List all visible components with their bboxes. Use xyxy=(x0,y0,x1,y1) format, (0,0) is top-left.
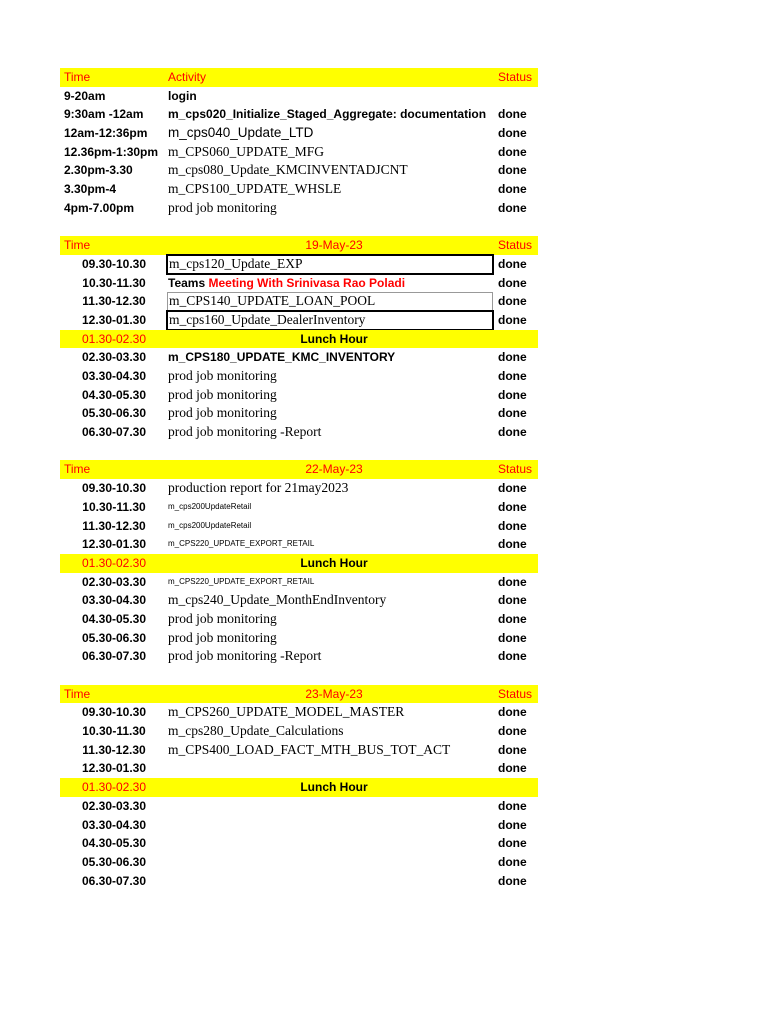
activity-prefix: Teams xyxy=(168,275,209,290)
status-cell: done xyxy=(498,350,527,365)
table-row xyxy=(60,722,538,741)
header-row xyxy=(60,236,538,255)
time-cell: 10.30-11.30 xyxy=(82,499,146,514)
table-row xyxy=(60,274,538,293)
status-cell: done xyxy=(498,312,527,327)
status-cell: done xyxy=(498,705,527,720)
timesheet xyxy=(60,68,538,890)
table-row xyxy=(60,816,538,835)
activity-cell: m_cps200UpdateRetail xyxy=(168,520,252,530)
table-row xyxy=(60,610,538,629)
activity-cell: m_CPS100_UPDATE_WHSLE xyxy=(168,181,342,197)
table-row xyxy=(60,124,538,143)
table-row xyxy=(60,834,538,853)
status-cell: done xyxy=(498,817,527,832)
status-cell: done xyxy=(498,126,527,141)
time-cell: 4pm-7.00pm xyxy=(64,200,135,215)
status-cell: done xyxy=(498,574,527,589)
status-cell: done xyxy=(498,537,527,552)
time-cell: 04.30-05.30 xyxy=(81,387,147,402)
time-cell: 01.30-02.30 xyxy=(81,780,147,795)
status-cell: done xyxy=(498,275,527,290)
activity-header: Activity xyxy=(168,70,207,84)
activity-cell: m_CPS140_UPDATE_LOAN_POOL xyxy=(167,292,493,311)
time-cell: 05.30-06.30 xyxy=(81,406,147,421)
table-row xyxy=(60,629,538,648)
header-row xyxy=(60,68,538,87)
lunch-label: Lunch Hour xyxy=(300,780,368,795)
date-header: 19-May-23 xyxy=(305,238,363,253)
activity-cell xyxy=(168,834,500,853)
time-header: Time xyxy=(64,238,91,253)
time-cell: 9-20am xyxy=(64,88,106,103)
table-row xyxy=(60,498,538,517)
time-cell: 12.36pm-1:30pm xyxy=(64,144,159,159)
time-cell: 06.30-07.30 xyxy=(81,649,147,664)
status-cell: done xyxy=(498,611,527,626)
time-cell: 12.30-01.30 xyxy=(81,761,147,776)
activity-cell: m_cps020_Initialize_Staged_Aggregate: documentation xyxy=(168,107,487,122)
status-cell: done xyxy=(498,630,527,645)
lunch-label: Lunch Hour xyxy=(300,331,368,346)
date-header: 22-May-23 xyxy=(305,462,363,477)
time-cell: 06.30-07.30 xyxy=(81,873,147,888)
status-cell: done xyxy=(498,742,527,757)
time-cell: 02.30-03.30 xyxy=(81,574,147,589)
lunch-row xyxy=(60,778,538,797)
activity-cell: prod job monitoring xyxy=(168,405,277,421)
status-cell: done xyxy=(498,518,527,533)
activity-cell: m_cps160_Update_DealerInventory xyxy=(167,311,493,330)
status-header: Status xyxy=(498,462,533,477)
table-row xyxy=(60,853,538,872)
time-cell: 09.30-10.30 xyxy=(81,705,147,720)
time-cell: 06.30-07.30 xyxy=(81,425,147,440)
table-row xyxy=(60,741,538,760)
status-cell: done xyxy=(498,107,527,122)
time-cell: 02.30-03.30 xyxy=(81,798,147,813)
status-header: Status xyxy=(498,70,533,84)
status-cell: done xyxy=(498,724,527,739)
activity-cell: prod job monitoring -Report xyxy=(168,648,322,664)
activity-cell xyxy=(168,759,500,778)
activity-cell: m_cps200UpdateRetail xyxy=(168,501,252,511)
status-cell: done xyxy=(498,836,527,851)
activity-cell: prod job monitoring xyxy=(168,368,277,383)
date-header: 23-May-23 xyxy=(305,686,363,701)
table-row xyxy=(60,161,538,180)
activity-cell: m_cps080_Update_KMCINVENTADJCNT xyxy=(168,162,408,178)
status-cell: done xyxy=(498,854,527,869)
status-cell: done xyxy=(498,873,527,888)
status-cell: done xyxy=(498,369,527,383)
activity-cell: m_CPS400_LOAD_FACT_MTH_BUS_TOT_ACT xyxy=(168,741,451,757)
table-row xyxy=(60,479,538,498)
table-row xyxy=(60,386,538,405)
time-cell: 10.30-11.30 xyxy=(82,275,146,290)
lunch-row xyxy=(60,330,538,349)
status-cell: done xyxy=(498,425,527,440)
table-row xyxy=(60,143,538,162)
table-row xyxy=(60,367,538,386)
time-cell: 05.30-06.30 xyxy=(81,854,147,869)
table-row xyxy=(60,255,538,274)
time-cell: 10.30-11.30 xyxy=(82,724,146,739)
activity-cell xyxy=(168,816,500,835)
table-row xyxy=(60,87,538,106)
activity-cell xyxy=(168,274,500,293)
time-cell: 09.30-10.30 xyxy=(81,256,147,271)
activity-cell: m_CPS220_UPDATE_EXPORT_RETAIL xyxy=(168,576,315,586)
status-cell: done xyxy=(498,387,527,402)
status-cell: done xyxy=(498,256,527,271)
activity-cell: prod job monitoring xyxy=(168,629,277,645)
table-row xyxy=(60,199,538,218)
activity-cell: m_cps240_Update_MonthEndInventory xyxy=(168,592,387,608)
activity-cell xyxy=(168,872,500,891)
status-cell: done xyxy=(498,593,527,608)
status-cell: done xyxy=(498,649,527,664)
table-row xyxy=(60,423,538,442)
activity-highlight: Meeting With Srinivasa Rao Poladi xyxy=(208,275,406,290)
activity-cell: login xyxy=(168,88,197,103)
table-row xyxy=(60,105,538,124)
table-row xyxy=(60,535,538,554)
activity-cell: prod job monitoring xyxy=(168,386,277,402)
table-row xyxy=(60,703,538,722)
time-header: Time xyxy=(64,70,91,84)
status-cell: done xyxy=(498,798,527,813)
time-cell: 11.30-12.30 xyxy=(82,742,146,757)
time-cell: 12am-12:36pm xyxy=(64,126,148,141)
table-row xyxy=(60,647,538,666)
table-row xyxy=(60,292,538,311)
time-cell: 2.30pm-3.30 xyxy=(64,163,133,178)
activity-cell: m_CPS180_UPDATE_KMC_INVENTORY xyxy=(168,350,396,365)
activity-cell: prod job monitoring -Report xyxy=(168,424,322,440)
status-cell: done xyxy=(498,144,527,159)
lunch-row xyxy=(60,554,538,573)
activity-cell xyxy=(168,853,500,872)
time-cell: 03.30-04.30 xyxy=(81,817,147,832)
time-cell: 09.30-10.30 xyxy=(81,481,147,496)
status-cell: done xyxy=(498,761,527,776)
time-cell: 02.30-03.30 xyxy=(81,350,147,365)
table-row xyxy=(60,180,538,199)
time-cell: 3.30pm-4 xyxy=(64,182,117,197)
time-cell: 9:30am -12am xyxy=(64,107,144,122)
activity-cell: m_CPS220_UPDATE_EXPORT_RETAIL xyxy=(168,539,315,549)
activity-cell xyxy=(168,797,500,816)
status-cell: done xyxy=(498,481,527,496)
status-cell: done xyxy=(498,200,527,215)
time-cell: 01.30-02.30 xyxy=(81,555,147,570)
time-cell: 12.30-01.30 xyxy=(81,312,147,327)
activity-cell: production report for 21may2023 xyxy=(168,480,349,496)
table-row xyxy=(60,759,538,778)
activity-cell: prod job monitoring xyxy=(168,199,277,215)
time-cell: 05.30-06.30 xyxy=(81,630,147,645)
header-row xyxy=(60,685,538,704)
status-header: Status xyxy=(498,686,533,701)
table-row xyxy=(60,872,538,891)
activity-cell: m_CPS060_UPDATE_MFG xyxy=(168,143,325,159)
activity-cell: m_cps040_Update_LTD xyxy=(168,125,314,141)
time-cell: 04.30-05.30 xyxy=(81,611,147,626)
status-cell: done xyxy=(498,163,527,178)
activity-cell: m_cps120_Update_EXP xyxy=(167,255,493,274)
time-cell: 04.30-05.30 xyxy=(81,836,147,851)
status-cell: done xyxy=(498,294,527,309)
table-row xyxy=(60,311,538,330)
header-row xyxy=(60,460,538,479)
activity-cell: m_CPS260_UPDATE_MODEL_MASTER xyxy=(168,704,405,720)
status-cell: done xyxy=(498,182,527,197)
table-row xyxy=(60,797,538,816)
time-cell: 01.30-02.30 xyxy=(81,331,147,346)
table-row xyxy=(60,348,538,367)
status-cell: done xyxy=(498,406,527,421)
status-cell: done xyxy=(498,499,527,514)
time-cell: 11.30-12.30 xyxy=(82,518,146,533)
time-cell: 03.30-04.30 xyxy=(81,369,147,383)
table-row xyxy=(60,573,538,592)
time-header: Time xyxy=(64,686,91,701)
time-cell: 12.30-01.30 xyxy=(81,537,147,552)
activity-cell: prod job monitoring xyxy=(168,610,277,626)
table-row xyxy=(60,517,538,536)
lunch-label: Lunch Hour xyxy=(300,555,368,570)
time-cell: 11.30-12.30 xyxy=(82,294,146,309)
status-header: Status xyxy=(498,238,533,253)
table-row xyxy=(60,591,538,610)
time-cell: 03.30-04.30 xyxy=(81,593,147,608)
time-header: Time xyxy=(64,462,91,477)
activity-cell: m_cps280_Update_Calculations xyxy=(168,723,344,739)
table-row xyxy=(60,404,538,423)
